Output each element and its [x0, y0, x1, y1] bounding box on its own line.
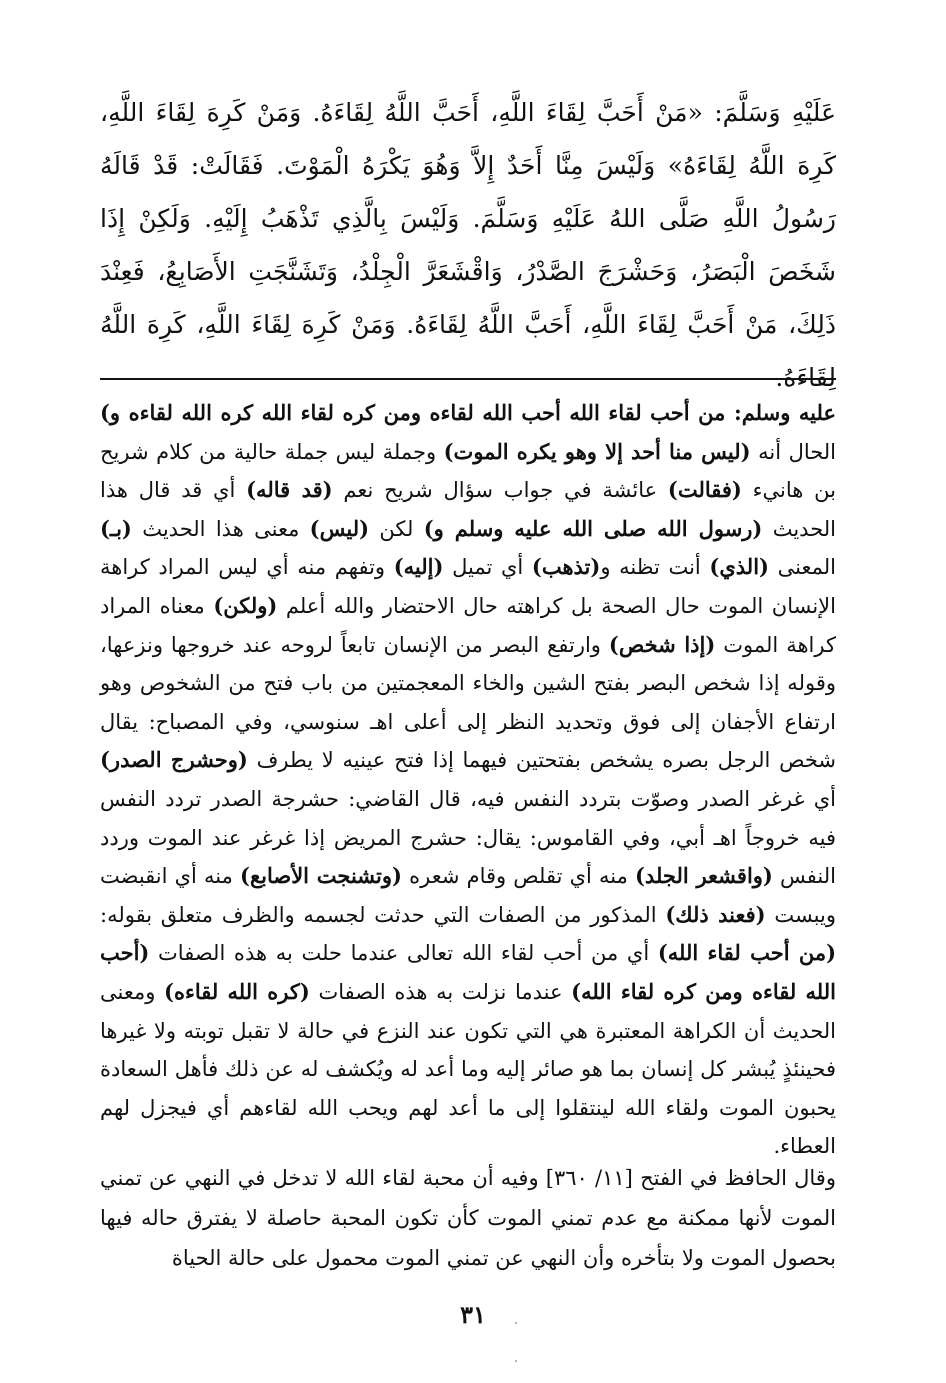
commentary-plain: وارتفع البصر من الإنسان تابعاً لروحه عند خروجها ونزعها، وقوله إذا شخص البصر بفتح الشين والخاء المعجمتين من باب فتح من الشخوص وهو ارتفاع الأجفان إلى فوق وتحديد النظر إلى أعلى اهـ سنوسي، وفي المصباح: يقال شخص الرجل بصره يشخص بفتحتين فيهما إذا فتح عينيه لا يطرف	[100, 632, 836, 773]
commentary-bold: عليه وسلم: من أحب لقاء الله أحب الله لقاءه ومن كره لقاء الله كره الله لقاءه و)	[100, 400, 836, 425]
commentary-plain: منه أي انقبضت ويبست	[100, 864, 836, 927]
commentary-bold: (إليه)	[393, 554, 444, 580]
hadith-quote: مَنْ أَحَبَّ لِقَاءَ اللَّهِ، أَحَبَّ اللَّهُ لِقَاءَهُ. وَمَنْ كَرِهَ لِقَاءَ اللَّهِ، كَرِهَ اللَّهُ لِقَاءَهُ	[100, 98, 836, 180]
commentary-text	[100, 394, 836, 1166]
commentary-plain: منه أي تقلص وقام شعره	[401, 864, 635, 889]
commentary-plain: ومعنى الحديث أن الكراهة المعتبرة هي التي تكون عند النزع في حالة لا تقبل توبته ولا غيرها فحينئذٍ يُبشر كل إنسان بما هو صائر إليه وما أعد له ويُكشف له عن ذلك فأهل السعادة يحبون الموت ولقاء الله لينتقلوا إلى ما أعد لهم ويحب الله لقاءهم أي فيجزل لهم العطاء.	[100, 979, 836, 1159]
commentary-plain: لكن	[369, 516, 424, 541]
commentary-plain: أنت تظنه و	[600, 555, 710, 580]
commentary-plain: أي من أحب لقاء الله تعالى عندما حلت به هذه الصفات	[149, 941, 658, 966]
commentary-bold: (وحشرج الصدر)	[100, 747, 248, 773]
commentary-plain: عائشة في جواب سؤال شريح نعم	[332, 478, 668, 503]
commentary-bold: (ليس منا أحد إلا وهو يكره الموت)	[443, 438, 751, 464]
closing-paragraph: وقال الحافظ في الفتح [١١/ ٣٦٠] وفيه أن محبة لقاء الله لا تدخل في النهي عن تمني الموت لأنها ممكنة مع عدم تمني الموت كأن تكون المحبة حاصلة لا يفترق حاله فيها بحصول الموت ولا بتأخره وأن النهي عن تمني الموت محمول على حالة الحياة	[100, 1166, 836, 1270]
hadith-intro: عَلَيْهِ وَسَلَّمَ: «	[687, 98, 836, 127]
commentary-bold: (قد قاله)	[246, 477, 333, 503]
commentary-bold: (ولكن)	[213, 592, 278, 618]
commentary-plain: أي غرغر الصدر وصوّت بتردد النفس فيه، قال القاضي: حشرجة الصدر تردد النفس فيه خروجاً اهـ أبي، وفي القاموس: يقال: حشرج المريض إذا غرغر عند الموت وردد النفس	[100, 786, 836, 889]
commentary-plain: وتفهم منه أي ليس المراد كراهة الإنسان الموت حال الصحة بل كراهته حال الاحتضار والله أعلم	[100, 555, 836, 618]
gutter-dot	[515, 1360, 517, 1362]
commentary-bold: (بـ)	[100, 515, 132, 541]
commentary-bold: (تذهب)	[531, 554, 601, 580]
footnote-divider	[100, 378, 836, 380]
commentary-bold: (رسول الله صلى الله عليه وسلم و)	[423, 515, 763, 541]
hadith-continuation: » وَلَيْسَ مِنَّا أَحَدٌ إِلاَّ وَهُوَ يَكْرَهُ الْمَوْتَ. فَقَالَتْ: قَدْ قَالَهُ رَسُولُ اللَّهِ صَلَّى اللهُ عَلَيْهِ وَسَلَّمَ. وَلَيْسَ بِالَّذِي تَذْهَبُ إِلَيْهِ. وَلَكِنْ إِذَا شَخَصَ الْبَصَرُ، وَحَشْرَجَ الصَّدْرُ، وَاقْشَعَرَّ الْجِلْدُ، وَتَشَنَّجَتِ الأَصَابِعُ، فَعِنْدَ ذَلِكَ، مَنْ أَحَبَّ لِقَاءَ اللَّهِ، أَحَبَّ اللَّهُ لِقَاءَهُ. وَمَنْ كَرِهَ لِقَاءَ اللَّهِ، كَرِهَ اللَّهُ لِقَاءَهُ.	[100, 151, 836, 392]
commentary-bold: (كره الله لقاءه)	[164, 978, 310, 1004]
page-number: ٣١	[460, 1300, 486, 1329]
commentary-plain: معنى هذا الحديث	[131, 516, 310, 541]
commentary-bold: (أحب الله لقاءه ومن كره لقاء الله)	[100, 940, 836, 1004]
commentary-bold: (الذي)	[709, 554, 769, 580]
commentary-bold: (ليس)	[309, 515, 370, 541]
hadith-text	[100, 86, 836, 404]
gutter-dot	[515, 1322, 517, 1324]
commentary-plain: وجملة ليس جملة حالية من كلام شريح بن هانيء	[100, 439, 836, 503]
commentary-plain: أي قد قال هذا الحديث	[100, 478, 836, 541]
commentary-plain: معناه المراد كراهة الموت	[100, 593, 836, 657]
commentary-plain: المعنى	[768, 555, 836, 580]
commentary-bold: (وتشنجت الأصابع)	[240, 863, 402, 889]
commentary-bold: (فقالت)	[667, 477, 742, 503]
commentary-bold: (من أحب لقاء الله)	[657, 940, 837, 966]
commentary-bold: (إذا شخص)	[608, 631, 716, 657]
commentary-bold: (فعند ذلك)	[665, 901, 766, 927]
commentary-plain: الحال أنه	[750, 439, 837, 464]
commentary-bold: (واقشعر الجلد)	[634, 863, 773, 889]
commentary-plain: عندما نزلت به هذه الصفات	[309, 979, 572, 1004]
commentary-plain: أي تميل	[443, 555, 532, 580]
commentary-plain: المذكور من الصفات التي حدثت لجسمه والظرف متعلق بقوله:	[100, 902, 666, 927]
